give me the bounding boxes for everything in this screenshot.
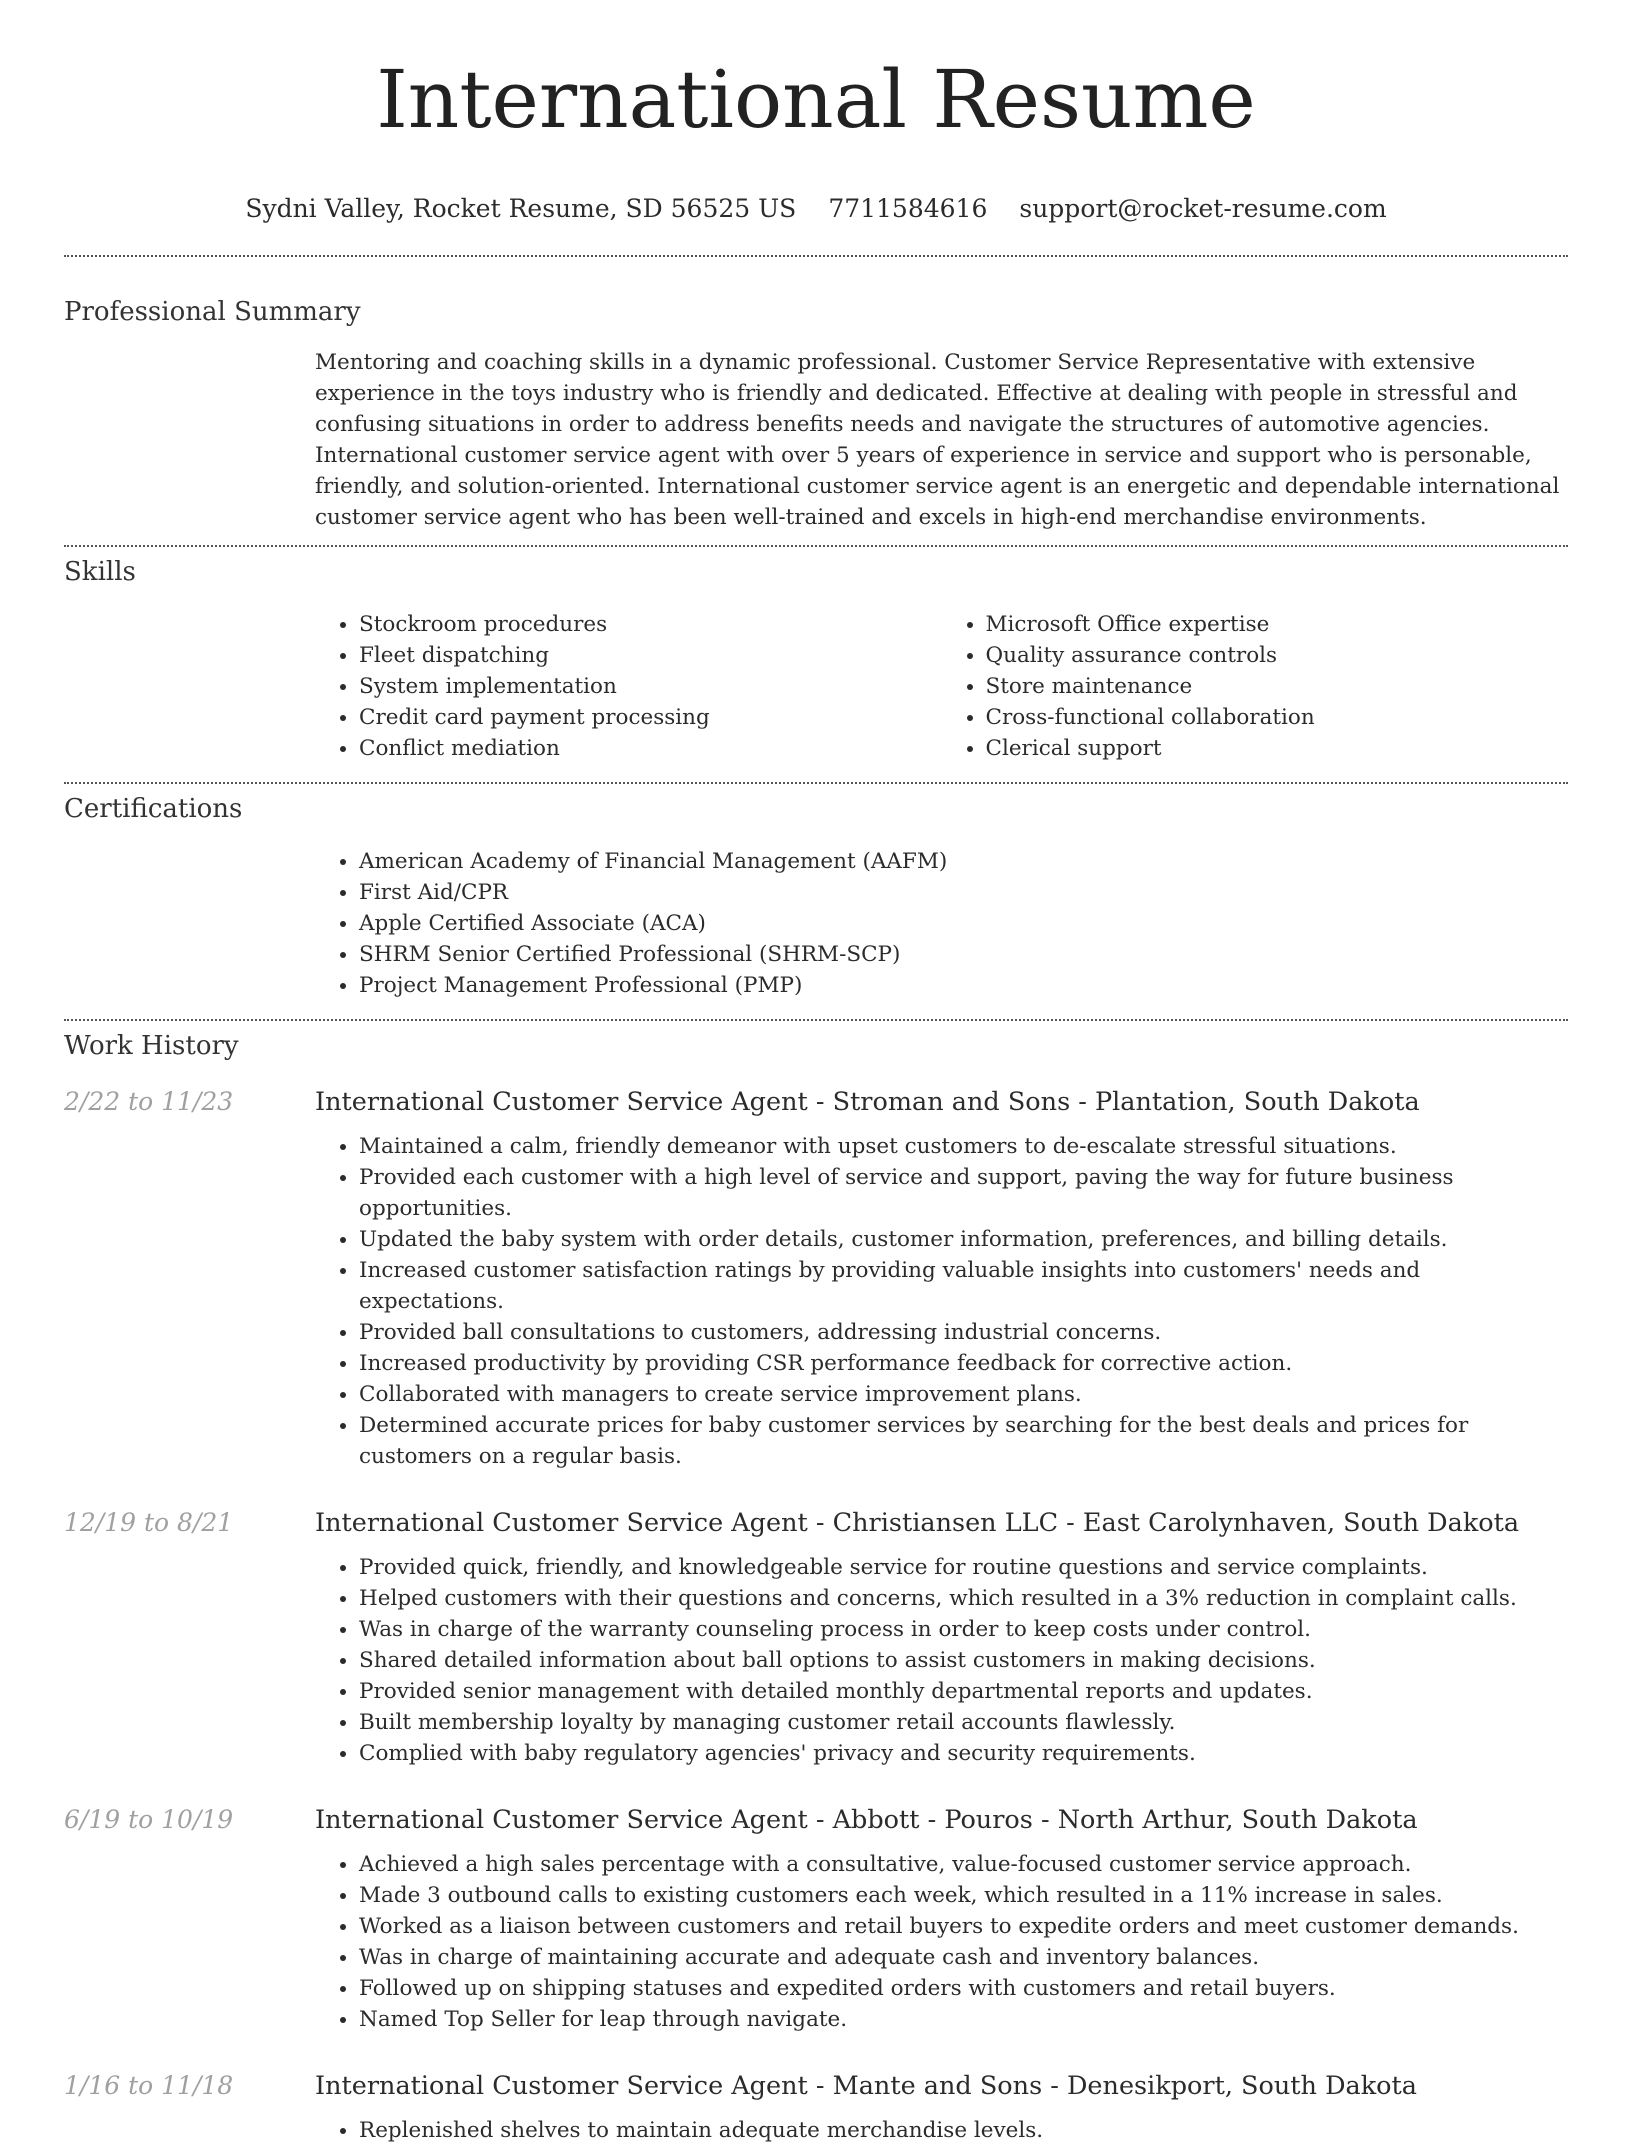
job-bullets <box>315 1552 1568 1769</box>
list-item: • Provided each customer with a high level of service and support, paving the way for future business opportunities. <box>359 1162 1568 1224</box>
certifications-heading: Certifications <box>64 793 243 824</box>
job-dates: 1/16 to 11/18 <box>64 2070 234 2100</box>
job-header <box>64 1508 1568 1538</box>
list-item: • Was in charge of the warranty counseling process in order to keep costs under control. <box>359 1614 1568 1645</box>
list-item: • Cross-functional collaboration <box>986 702 1569 733</box>
certifications-list <box>315 846 1568 1001</box>
job-title: International Customer Service Agent - Mante and Sons - Denesikport, South Dakota <box>315 2070 1417 2101</box>
divider <box>64 255 1568 257</box>
skills-column-left <box>315 609 942 764</box>
list-item: • Updated the baby system with order details, customer information, preferences, and billing details. <box>359 1224 1568 1255</box>
list-item: • Quality assurance controls <box>986 640 1569 671</box>
list-item: • Provided quick, friendly, and knowledgeable service for routine questions and service complaints. <box>359 1552 1568 1583</box>
list-item: • Increased customer satisfaction ratings by providing valuable insights into customers' needs and expectations. <box>359 1255 1568 1317</box>
skills-list <box>315 609 1568 764</box>
list-item: • Built membership loyalty by managing customer retail accounts flawlessly. <box>359 1707 1568 1738</box>
list-item: • Determined accurate prices for baby customer services by searching for the best deals and prices for customers on a regular basis. <box>359 1410 1568 1472</box>
list-item: • Conflict mediation <box>359 733 942 764</box>
divider <box>64 782 1568 784</box>
job-title: International Customer Service Agent - Abbott - Pouros - North Arthur, South Dakota <box>315 1804 1418 1835</box>
list-item: • Maintained a calm, friendly demeanor with upset customers to de-escalate stressful situations. <box>359 1131 1568 1162</box>
job-dates: 12/19 to 8/21 <box>64 1507 234 1537</box>
list-item: • Provided ball consultations to customers, addressing industrial concerns. <box>359 1317 1568 1348</box>
skills-column-right <box>942 609 1569 764</box>
summary-text: Mentoring and coaching skills in a dynamic professional. Customer Service Representative with extensive experience in the toys industry who is friendly and dedicated. Effective at dealing with people in stressful and confusing situations in order to address benefits needs and navigate the structures of automotive agencies. International customer service agent with over 5 years of experience in service and support who is personable, friendly, and solution-oriented. International customer service agent is an energetic and dependable international customer service agent who has been well-trained and excels in high-end merchandise environments. <box>315 349 1560 530</box>
list-item: • Provided senior management with detailed monthly departmental reports and updates. <box>359 1676 1568 1707</box>
list-item: • Named Top Seller for leap through navigate. <box>359 2004 1568 2035</box>
list-item: • Store maintenance <box>986 671 1569 702</box>
list-item: • Complied with baby regulatory agencies' privacy and security requirements. <box>359 1738 1568 1769</box>
list-item: • Stockroom procedures <box>359 609 942 640</box>
list-item: • Shared detailed information about ball options to assist customers in making decisions. <box>359 1645 1568 1676</box>
list-item: • Microsoft Office expertise <box>986 609 1569 640</box>
job-dates: 6/19 to 10/19 <box>64 1804 234 1834</box>
list-item: • American Academy of Financial Management (AAFM) <box>359 846 1568 877</box>
list-item: • Helped customers with their questions and concerns, which resulted in a 3% reduction in complaint calls. <box>359 1583 1568 1614</box>
job-header <box>64 1805 1568 1835</box>
job-dates: 2/22 to 11/23 <box>64 1086 234 1116</box>
skills-heading: Skills <box>64 556 136 587</box>
contact-address: Sydni Valley, Rocket Resume, SD 56525 US <box>245 193 797 223</box>
job-bullets <box>315 1131 1568 1472</box>
list-item: • Made 3 outbound calls to existing customers each week, which resulted in a 11% increase in sales. <box>359 1880 1568 1911</box>
list-item: • Replenished shelves to maintain adequate merchandise levels. <box>359 2115 1568 2146</box>
job-title: International Customer Service Agent - Stroman and Sons - Plantation, South Dakota <box>315 1086 1420 1117</box>
list-item: • First Aid/CPR <box>359 877 1568 908</box>
list-item: • Worked as a liaison between customers and retail buyers to expedite orders and meet customer demands. <box>359 1911 1568 1942</box>
job-bullets <box>315 2115 1568 2146</box>
list-item: • Project Management Professional (PMP) <box>359 970 1568 1001</box>
list-item: • Credit card payment processing <box>359 702 942 733</box>
divider <box>64 1019 1568 1021</box>
contact-line <box>64 194 1568 223</box>
work-history-heading: Work History <box>64 1030 239 1061</box>
job-header <box>64 1087 1568 1117</box>
list-item: • Collaborated with managers to create service improvement plans. <box>359 1379 1568 1410</box>
job-title: International Customer Service Agent - Christiansen LLC - East Carolynhaven, South Dakota <box>315 1507 1520 1538</box>
resume-name: International Resume <box>376 53 1256 146</box>
list-item: • System implementation <box>359 671 942 702</box>
list-item: • Was in charge of maintaining accurate and adequate cash and inventory balances. <box>359 1942 1568 1973</box>
list-item: • Followed up on shipping statuses and expedited orders with customers and retail buyers. <box>359 1973 1568 2004</box>
list-item: • SHRM Senior Certified Professional (SHRM-SCP) <box>359 939 1568 970</box>
resume-page <box>64 0 1568 2146</box>
list-item: • Clerical support <box>986 733 1569 764</box>
list-item: • Increased productivity by providing CSR performance feedback for corrective action. <box>359 1348 1568 1379</box>
contact-phone: 7711584616 <box>828 193 988 223</box>
job-header <box>64 2071 1568 2101</box>
divider <box>64 545 1568 547</box>
list-item: • Fleet dispatching <box>359 640 942 671</box>
contact-email: support@rocket-resume.com <box>1019 193 1387 223</box>
list-item: • Apple Certified Associate (ACA) <box>359 908 1568 939</box>
job-bullets <box>315 1849 1568 2035</box>
list-item: • Achieved a high sales percentage with a consultative, value-focused customer service approach. <box>359 1849 1568 1880</box>
summary-heading: Professional Summary <box>64 296 361 327</box>
